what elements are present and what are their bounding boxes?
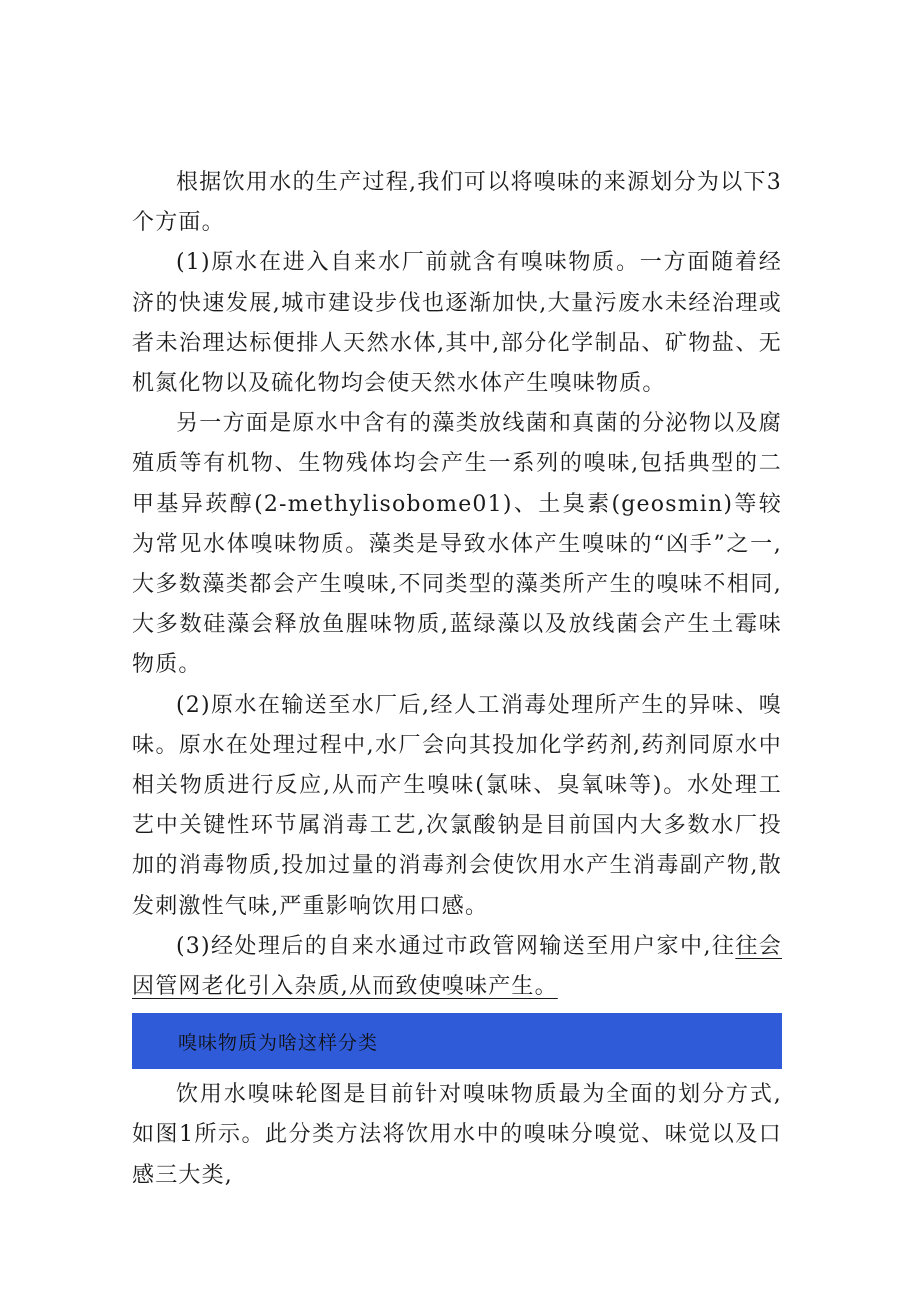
paragraph-classification: 饮用水嗅味轮图是目前针对嗅味物质最为全面的划分方式,如图1所示。此分类方法将饮用水中的嗅味分嗅觉、味觉以及口感三大类, — [132, 1082, 782, 1188]
section-heading-banner — [132, 1013, 782, 1069]
paragraph-source-3-text: (3)经处理后的自来水通过市政管网输送至用户家中,往 — [176, 933, 736, 959]
paragraph-source-1-continued: 另一方面是原水中含有的藻类放线菌和真菌的分泌物以及腐殖质等有机物、生物残体均会产生一系列的嗅味,包括典型的二甲基异莰醇(2-methylisobome01)、土臭素(geosmin)等较为常见水体嗅味物质。藻类是导致水体产生嗅味的“凶手”之一,大多数藻类都会产生嗅味,不同类型的藻类所产生的嗅味不相同,大多数硅藻会释放鱼腥味物质,蓝绿藻以及放线菌会产生土霉味物质。 — [132, 411, 782, 678]
article-body — [132, 163, 782, 1196]
underlined-text: 往会因管网老化引入杂质,从而致使嗅味产生。 — [132, 933, 782, 1000]
paragraph-source-3 — [132, 927, 782, 1007]
section-heading-title: 嗅味物质为啥这样分类 — [178, 1031, 379, 1054]
paragraph-source-2: (2)原水在输送至水厂后,经人工消毒处理所产生的异味、嗅味。原水在处理过程中,水厂会向其投加化学药剂,药剂同原水中相关物质进行反应,从而产生嗅味(氯味、臭氧味等)。水处理工艺中关键性环节属消毒工艺,次氯酸钠是目前国内大多数水厂投加的消毒物质,投加过量的消毒剂会使饮用水产生消毒副产物,散发刺激性气味,严重影响饮用口感。 — [132, 692, 782, 919]
paragraph-source-1: (1)原水在进入自来水厂前就含有嗅味物质。一方面随着经济的快速发展,城市建设步伐也逐渐加快,大量污废水未经治理或者未治理达标便排人天然水体,其中,部分化学制品、矿物盐、无机氮化物以及硫化物均会使天然水体产生嗅味物质。 — [132, 250, 782, 397]
paragraph-intro: 根据饮用水的生产过程,我们可以将嗅味的来源划分为以下3个方面。 — [132, 170, 782, 236]
